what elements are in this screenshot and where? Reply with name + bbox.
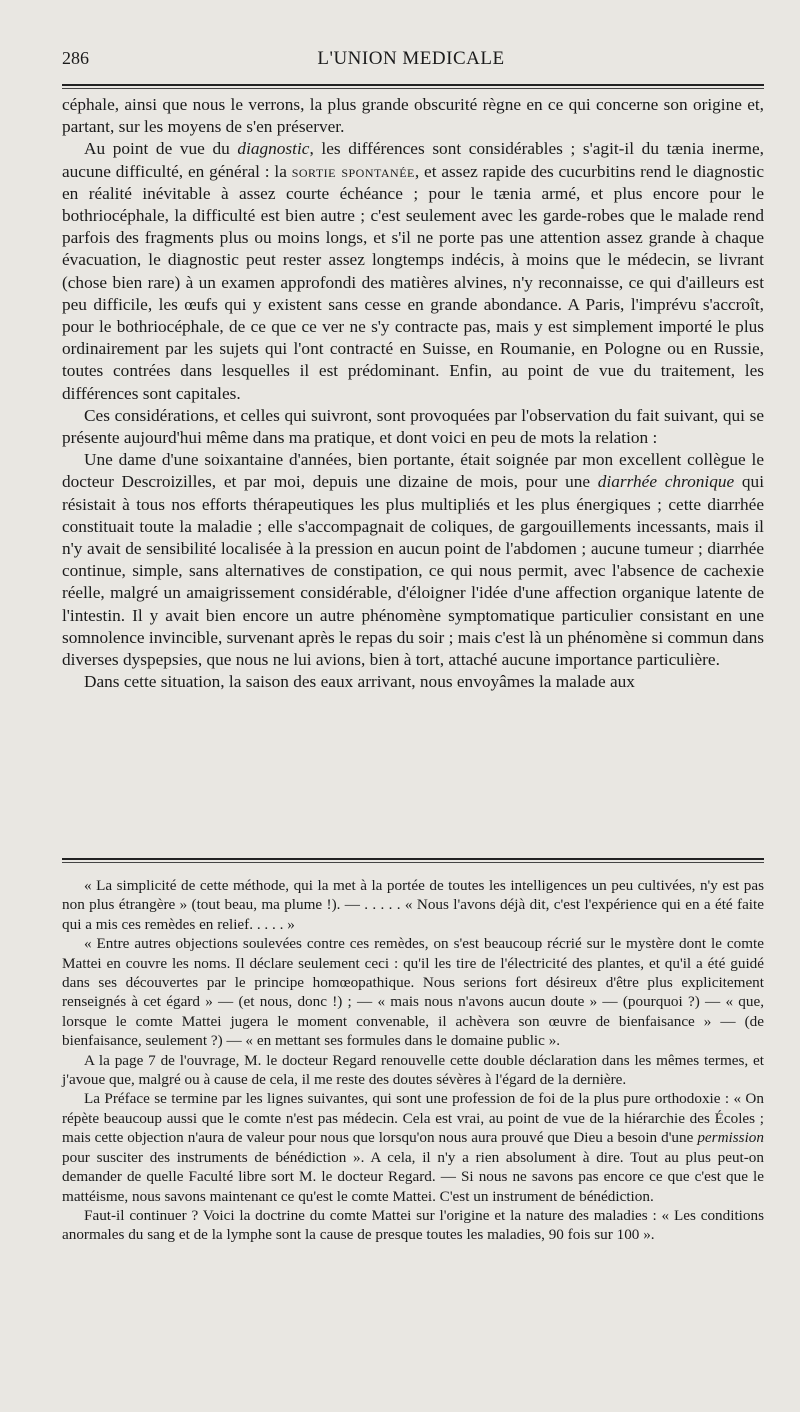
footnote-paragraph: « La simplicité de cette méthode, qui la met à la portée de toutes les intelligences un peu cultivées, n'y est pas non plus étrangère » (tout beau, ma plume !). — . . . . . « Nous l'avons déjà dit, c'est l'expérience qui en a été faite qui a mis ces remèdes en relief. . . . . » (62, 877, 764, 933)
header-rule-thin (62, 88, 764, 89)
header-rule (62, 84, 764, 86)
paragraph: Ces considérations, et celles qui suivront, sont provoquées par l'observation du fait suivant, qui se présente aujourd'hui même dans ma pratique, et dont voici en peu de mots la relation : (62, 405, 764, 448)
footnotes (62, 876, 764, 1245)
page-number: 286 (62, 48, 89, 68)
footnote-rule (62, 858, 764, 860)
footnote-paragraph: « Entre autres objections soulevées contre ces remèdes, on s'est beaucoup récrié sur le mystère dont le comte Mattei en couvre les noms. Il déclare seulement ceci : qu'il les tire de l'électricité des plantes, et qu'il a été guidé dans ses découvertes par le principe homœopathique. Nous serions fort désireux d'être plus explicitement renseignés à cet égard » — (et nous, donc !) ; — « mais nous n'avons aucun doute » — (pourquoi ?) — « que, lorsque le comte Mattei jugera le moment convenable, il achèvera son œuvre de bienfaisance » — (de bienfaisance, seulement ?) — « en mettant ses formules dans le domaine public ». (62, 935, 764, 1050)
journal-title: L'UNION MEDICALE (317, 48, 505, 69)
main-text (62, 94, 764, 693)
paragraph: céphale, ainsi que nous le verrons, la plus grande obscurité règne en ce qui concerne son origine et, partant, sur les moyens de s'en préserver. (62, 95, 764, 137)
paragraph: Au point de vue du diagnostic, les différences sont considérables ; s'agit-il du tænia inerme, aucune difficulté, en général : la sortie spontanée, et assez rapide des cucurbitins rend le diagnostic en réalité inévitable à assez courte échéance ; pour le tænia armé, et plus encore pour le bothriocéphale, la difficulté est bien autre ; c'est seulement avec les garde-robes que le malade rend parfois des fragments plus ou moins longs, et s'il ne porte pas une attention assez grande à chaque évacuation, le diagnostic peut rester assez longtemps indécis, à moins que le médecin, se livrant (chose bien rare) à un examen approfondi des matières alvines, n'y reconnaisse, ce qui d'ailleurs est peu difficile, les œufs qui y existent sans cesse en grande abondance. A Paris, l'imprévu s'accroît, pour le bothriocéphale, de ce que ce ver ne s'y contracte pas, mais y est simplement importé le plus ordinairement par les sujets qui l'ont contracté en Suisse, en Roumanie, en Pologne ou en Russie, toutes contrées dans lesquelles il est prédominant. Enfin, au point de vue du traitement, les différences sont capitales. (62, 139, 765, 403)
footnote-paragraph: Faut-il continuer ? Voici la doctrine du comte Mattei sur l'origine et la nature des maladies : « Les conditions anormales du sang et de la lymphe sont la cause de presque toutes les maladies, 90 fois sur 100 ». (62, 1206, 764, 1244)
footnote-rule-thin (62, 862, 764, 863)
page-header (62, 48, 760, 78)
footnote-paragraph: A la page 7 de l'ouvrage, M. le docteur Regard renouvelle cette double déclaration dans les mêmes termes, et j'avoue que, malgré ou à cause de cela, il me reste des doutes sévères à l'égard de la dernière. (62, 1051, 764, 1089)
paragraph: Une dame d'une soixantaine d'années, bien portante, était soignée par mon excellent collègue le docteur Descroizilles, et par moi, depuis une dizaine de mois, pour une diarrhée chronique qui résistait à tous nos efforts thérapeutiques les plus multipliés et les plus énergiques ; cette diarrhée constituait toute la maladie ; elle s'accompagnait de coliques, de gargouillements incessants, mais il n'y avait de sensibilité localisée à la pression en aucun point de l'abdomen ; aucune tumeur ; diarrhée continue, simple, sans alternatives de constipation, ce qui nous permit, avec l'absence de cachexie réelle, malgré un amaigrissement considérable, d'éloigner l'idée d'une affection organique latente de l'intestin. Il y avait bien encore un autre phénomène symptomatique particulier consistant en une somnolence invincible, survenant après le repas du soir ; mais c'est là un phénomène si commun dans diverses dyspepsies, que nous ne lui avions, bien à tort, attaché aucune importance particulière. (62, 450, 764, 670)
paragraph: Dans cette situation, la saison des eaux arrivant, nous envoyâmes la malade aux (84, 672, 635, 692)
footnote-paragraph: La Préface se termine par les lignes suivantes, qui sont une profession de foi de la plus pure orthodoxie : « On répète beaucoup aussi que le comte n'est pas médecin. Cela est vrai, au point de vue de la hiérarchie des Écoles ; mais cette objection n'aura de valeur pour nous que lorsqu'on nous aura prouvé que Dieu a besoin d'une permission pour susciter des instruments de bénédiction ». A cela, il n'y a rien absolument à dire. Tout au plus peut-on demander de quelle Faculté libre sort M. le docteur Regard. — Si nous ne savons pas encore ce que c'est que le mattéisme, nous savons maintenant ce qu'est le comte Mattei. C'est un instrument de bénédiction. (62, 1090, 764, 1205)
